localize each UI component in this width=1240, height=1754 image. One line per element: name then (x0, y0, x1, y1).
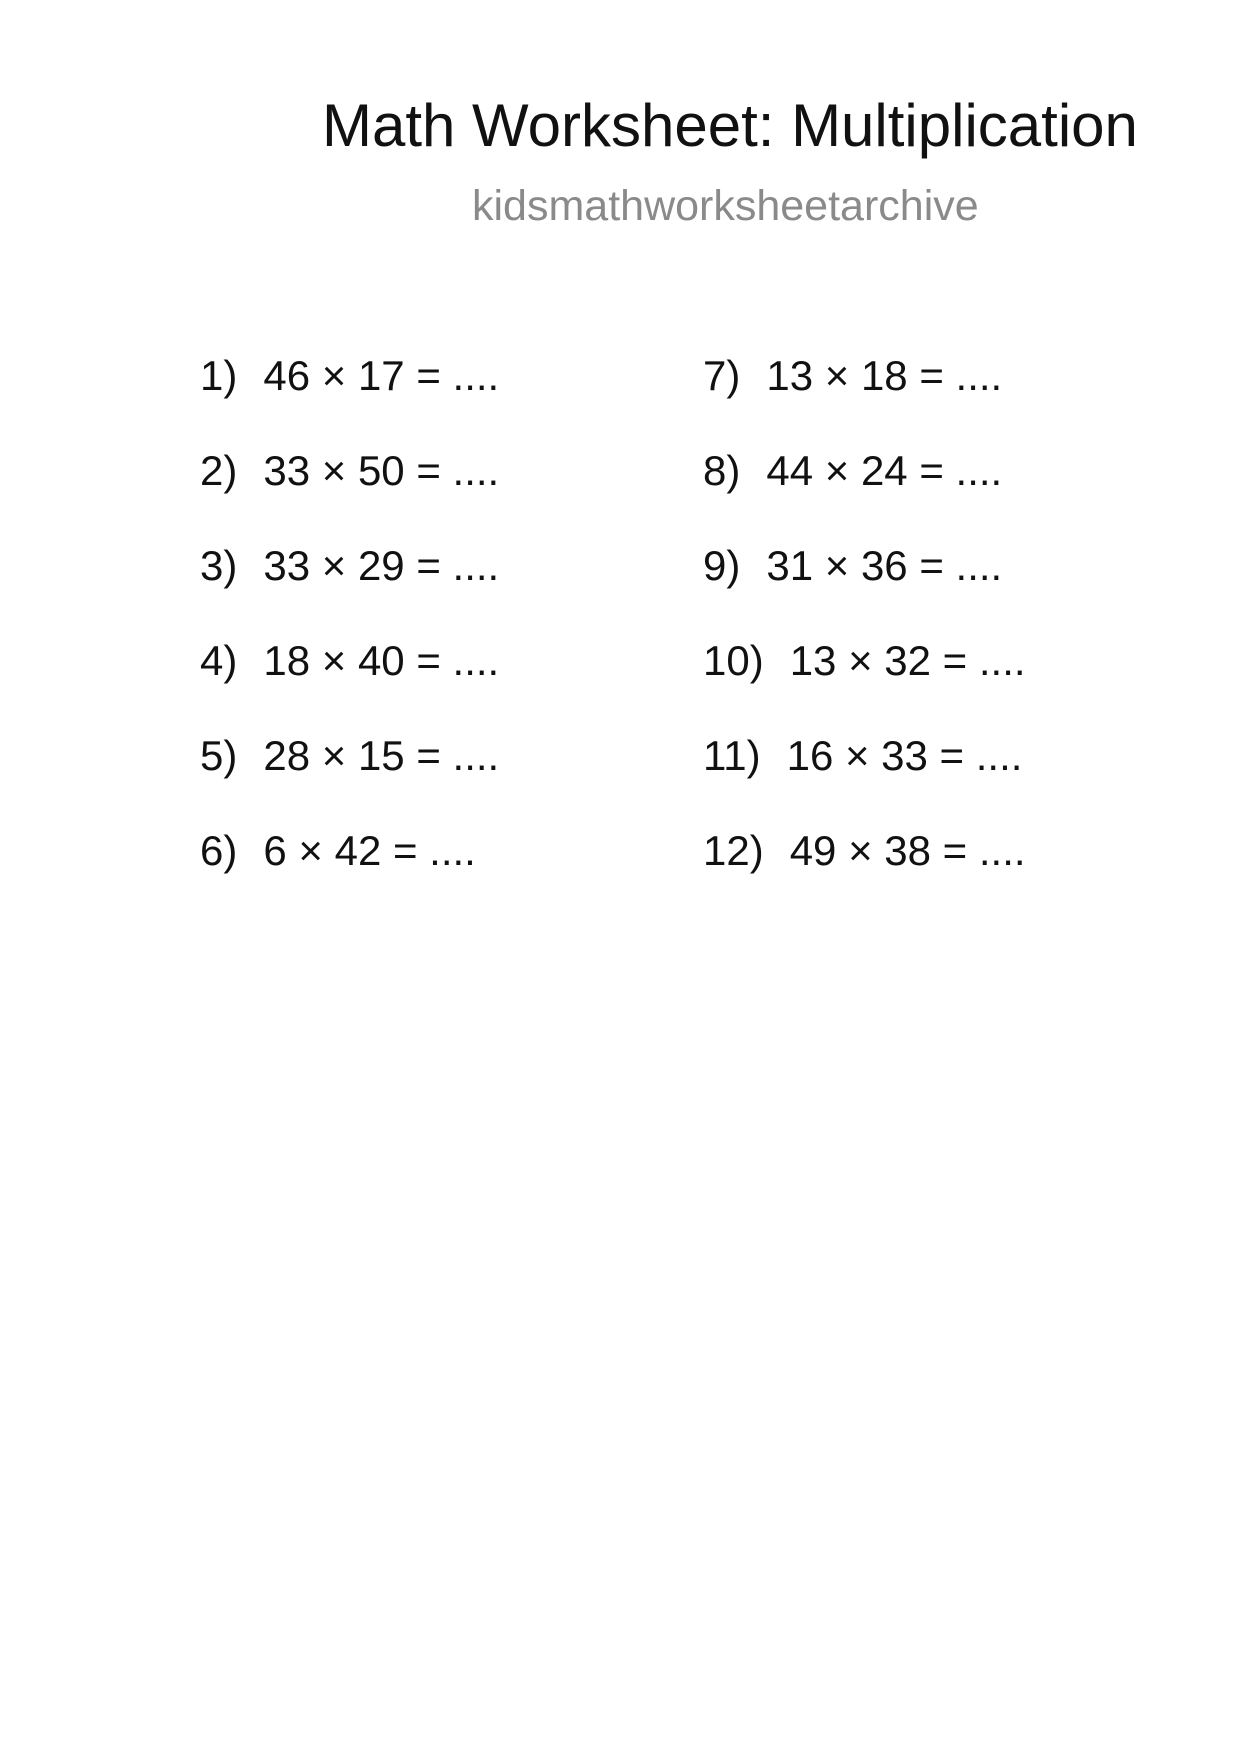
problem-expression: 33 × 50 = .... (263, 447, 500, 494)
problem-item (200, 636, 499, 731)
problem-expression: 28 × 15 = .... (263, 732, 500, 779)
problem-expression: 49 × 38 = .... (789, 827, 1026, 874)
problem-number: 8) (703, 447, 741, 494)
problem-number: 6) (200, 827, 238, 874)
problem-number: 9) (703, 542, 741, 589)
problem-number: 7) (703, 352, 741, 399)
problem-item (200, 446, 499, 541)
problem-expression: 44 × 24 = .... (766, 447, 1003, 494)
problem-expression: 6 × 42 = .... (263, 827, 476, 874)
problem-expression: 16 × 33 = .... (786, 732, 1023, 779)
page-subtitle: kidsmathworksheetarchive (472, 182, 979, 230)
problem-item (703, 826, 1026, 921)
problem-number: 3) (200, 542, 238, 589)
problem-number: 4) (200, 637, 238, 684)
problem-number: 2) (200, 447, 238, 494)
problem-expression: 18 × 40 = .... (263, 637, 500, 684)
problem-expression: 31 × 36 = .... (766, 542, 1003, 589)
page-title: Math Worksheet: Multiplication (322, 92, 1138, 159)
problem-item (200, 541, 499, 636)
problem-column-right (703, 351, 1026, 921)
problem-number: 5) (200, 732, 238, 779)
problem-number: 12) (703, 827, 764, 874)
problem-number: 11) (703, 732, 761, 779)
problem-expression: 13 × 18 = .... (766, 352, 1003, 399)
problem-item (200, 731, 499, 826)
problem-column-left (200, 351, 499, 921)
problem-item (703, 351, 1026, 446)
problem-item (703, 731, 1026, 826)
problem-item (200, 351, 499, 446)
problem-expression: 13 × 32 = .... (789, 637, 1026, 684)
problem-item (703, 636, 1026, 731)
problem-expression: 33 × 29 = .... (263, 542, 500, 589)
problem-item (703, 541, 1026, 636)
problem-expression: 46 × 17 = .... (263, 352, 500, 399)
problem-number: 1) (200, 352, 238, 399)
problem-item (200, 826, 499, 921)
problem-item (703, 446, 1026, 541)
problem-number: 10) (703, 637, 764, 684)
